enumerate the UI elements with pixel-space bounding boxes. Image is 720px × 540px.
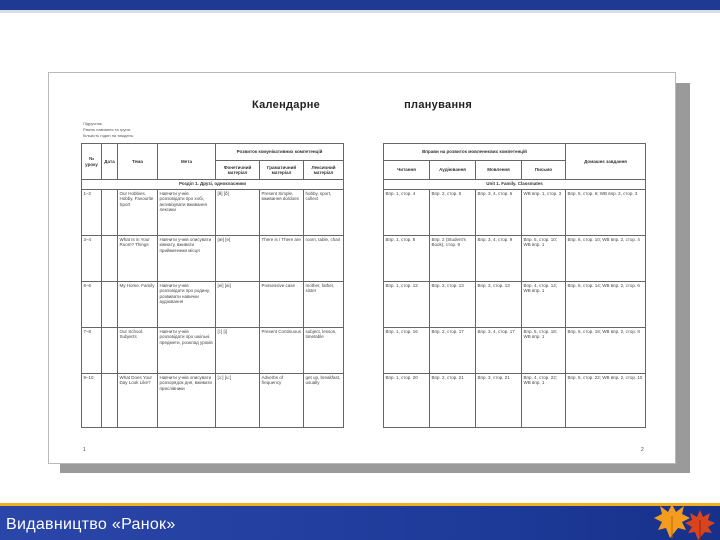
document-header-lines [83,121,243,139]
cell: Впр. 5, стор. 18; WB впр. 1 [522,328,566,374]
cell: [i:] [i] [216,328,260,374]
cell: Впр. 3, 4, стор. 9 [476,236,522,282]
cell: Впр. 1, стор. 8 [384,236,430,282]
cell: 3–4 [82,236,102,282]
cell: get up, breakfast, usually [304,374,344,428]
cell: There is / There are [260,236,304,282]
cell: Adverbs of frequency [260,374,304,428]
maple-leaf-icon [654,504,690,538]
col-header-phonetic: Фонетичний матеріал [216,161,260,180]
cell: Впр. 1, стор. 12 [384,282,430,328]
col-header-lexical: Лексичний матеріал [304,161,344,180]
col-header-listening: Аудіювання [430,161,476,180]
cell: Впр. 5, стор. 14; WB впр. 2, стор. 6 [566,282,646,328]
cell: Впр. 2, стор. 17 [430,328,476,374]
document-title [67,99,657,111]
cell: Впр. 2, стор. 21 [430,374,476,428]
cell: Навчити учнів розповідати про шкільні предмети, розклад уроків [158,328,216,374]
top-blue-bar [0,0,720,10]
table-row [82,236,344,282]
page-number-left: 1 [83,447,86,453]
cell: Навчити учнів розповідати про хобі, активізувати вживання лексики [158,190,216,236]
col-header-date: Дата [102,144,118,180]
cell: 9–10 [82,374,102,428]
maple-leaf-icon [685,510,715,540]
cell: Впр. 1, стор. 16 [384,328,430,374]
cell: Впр. 2, стор. 13 [430,282,476,328]
cell: Present Simple, вживання do/does [260,190,304,236]
col-header-reading: Читання [384,161,430,180]
table-row [82,374,344,428]
col-header-topic: Тема [118,144,158,180]
cell: 1–2 [82,190,102,236]
cell: My Home. Family [118,282,158,328]
header-line: Рівень навчання та група: [83,127,131,132]
col-header-grammar: Граматичний матеріал [260,161,304,180]
right-planning-table [383,143,646,428]
table-row [384,282,646,328]
cell: Our School. Subjects [118,328,158,374]
cell: Впр. 6, стор. 18; WB впр. 2, стор. 8 [566,328,646,374]
cell: Навчити учнів описувати кімнату, вживати прийменники місця [158,236,216,282]
cell [102,190,118,236]
table-row [82,282,344,328]
cell: Present Continuous [260,328,304,374]
cell: Навчити учнів розповідати про родину, розвивати навички аудіювання [158,282,216,328]
cell: hobby, sport, collect [304,190,344,236]
cell: Впр. 3, стор. 21 [476,374,522,428]
cell: Впр. 5, стор. 22; WB впр. 2, стор. 10 [566,374,646,428]
cell: What Is in Your Room? Things [118,236,158,282]
col-header-writing: Письмо [522,161,566,180]
col-header-group: Розвиток комунікативних компетенцій [216,144,344,161]
header-line: Кількість годин на тиждень: [83,133,134,138]
cell [102,236,118,282]
cell: Our Hobbies. Hobby. Favourite Sport [118,190,158,236]
publisher-name: Видавництво «Ранок» [6,516,176,533]
cell: [ei] [ai] [216,282,260,328]
col-header-speaking: Мовлення [476,161,522,180]
cell: Впр. 5, стор. 10; WB впр. 1 [522,236,566,282]
col-header-num: № уроку [82,144,102,180]
cell: room, table, chair [304,236,344,282]
cell: 5–6 [82,282,102,328]
cell: Впр. 4, стор. 22; WB впр. 1 [522,374,566,428]
header-line: Підручник: [83,121,103,126]
cell: Впр. 3, стор. 13 [476,282,522,328]
table-row [82,328,344,374]
cell [102,374,118,428]
cell: mother, father, sister [304,282,344,328]
table-row [384,190,646,236]
cell: Впр. 1, стор. 4 [384,190,430,236]
left-planning-table [81,143,344,428]
cell: Впр. 3, 4, стор. 17 [476,328,522,374]
table-row [384,328,646,374]
cell: Впр. 3, 4, стор. 5 [476,190,522,236]
cell: Впр. 6, стор. 10; WB впр. 2, стор. 4 [566,236,646,282]
cell: Впр. 2 (Student's Book), стор. 9 [430,236,476,282]
cell: [ɔ:] [u:] [216,374,260,428]
table-row [384,236,646,282]
title-part-2: планування [404,99,473,111]
cell: What Does Your Day Look Like? [118,374,158,428]
document-page [48,72,676,464]
section-title: Unit 1. Family. Classmates [384,180,646,190]
cell: [θ] [ð] [216,190,260,236]
cell: 7–8 [82,328,102,374]
section-title: Розділ 1. Друзі, однокласники [82,180,344,190]
cell: Впр. 4, стор. 14; WB впр. 1 [522,282,566,328]
maple-leaves-icon [652,502,718,540]
page-number-right: 2 [641,447,644,453]
cell: [æ] [e] [216,236,260,282]
col-header-skills-group: Вправи на розвиток мовленнєвих компетенцій [384,144,566,161]
cell: subject, lesson, timetable [304,328,344,374]
cell: Впр. 1, стор. 20 [384,374,430,428]
table-row [82,190,344,236]
document-content [67,81,657,453]
cell [102,328,118,374]
cell: Навчити учнів описувати розпорядок дня, вживати прислівники [158,374,216,428]
top-divider [0,10,720,13]
title-part-1: Календарне [251,99,321,111]
table-row [384,374,646,428]
col-header-goal: Мета [158,144,216,180]
col-header-homework: Домашнє завдання [566,144,646,180]
cell: WB впр. 1, стор. 3 [522,190,566,236]
cell [102,282,118,328]
cell: Possessive case [260,282,304,328]
cell: Впр. 2, стор. 5 [430,190,476,236]
cell: Впр. 5, стор. 6; WB впр. 2, стор. 3 [566,190,646,236]
